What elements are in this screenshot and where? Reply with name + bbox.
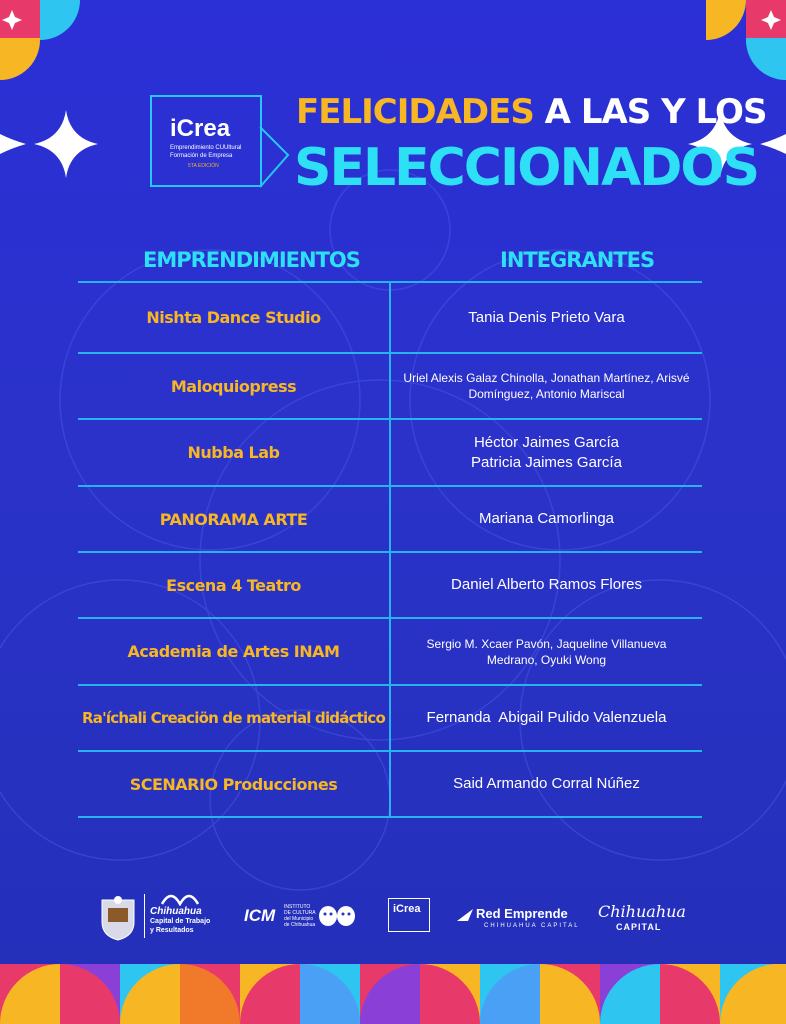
table-row-members: Héctor Jaimes García Patricia Jaimes García bbox=[471, 433, 622, 471]
red-emprende-sub-1: CHIHUAHUA bbox=[484, 923, 538, 929]
logo-line-2: Formación de Empresa bbox=[170, 153, 233, 159]
table-row-name: Maloquiopress bbox=[170, 376, 297, 396]
logo-name: iCrea bbox=[170, 115, 231, 142]
chihuahua-logo-text-1: Chihuahua bbox=[150, 906, 202, 917]
title-rest: A LAS Y LOS bbox=[533, 92, 767, 132]
table-row-members: Tania Denis Prieto Vara bbox=[468, 308, 625, 326]
table-row-name: Escena 4 Teatro bbox=[166, 575, 301, 595]
table-row-name: SCENARIO Producciones bbox=[129, 774, 338, 794]
chihuahua-shield-icon bbox=[98, 894, 138, 942]
sponsor-logos bbox=[90, 890, 700, 946]
bottom-decoration bbox=[0, 964, 786, 1024]
icm-logo-sub bbox=[284, 904, 316, 928]
icm-logo-text: ICM bbox=[244, 906, 276, 925]
icm-sub-1: INSTITUTO bbox=[284, 904, 311, 910]
sparkle-left-icon bbox=[0, 108, 100, 180]
icm-sub-3: del Municipio bbox=[284, 916, 314, 922]
red-emprende-sub-2: CAPITAL bbox=[541, 923, 580, 929]
table-row-name: Ra'íchali Creaciön de material didáctico bbox=[82, 709, 385, 727]
column-header-emprendimientos: EMPRENDIMIENTOS bbox=[143, 248, 360, 272]
table-row-members: Mariana Camorlinga bbox=[478, 510, 615, 527]
red-emprende-arrow-icon bbox=[456, 908, 474, 922]
icrea-small-text: iCrea bbox=[393, 903, 421, 915]
table-row-members: Uriel Alexis Galaz Chinolla, Jonathan Martínez, Arisvé Domínguez, Antonio Mariscal bbox=[403, 371, 690, 401]
icm-sub-4: de Chihuahua bbox=[284, 922, 316, 928]
logo-divider bbox=[144, 894, 145, 938]
table-row-name: PANORAMA ARTE bbox=[159, 509, 308, 529]
table-row-members: Said Armando Corral Núñez bbox=[453, 775, 640, 792]
title-highlight: FELICIDADES bbox=[296, 92, 534, 132]
chihuahua-wave-icon bbox=[160, 890, 204, 906]
table-row-name: Nubba Lab bbox=[187, 443, 280, 462]
corner-decoration-top-left bbox=[0, 0, 80, 80]
chihuahua-capital-script: Chihuahua bbox=[598, 902, 686, 921]
theater-masks-icon bbox=[316, 904, 362, 928]
table-row-name: Nishta Dance Studio bbox=[146, 308, 321, 327]
logo-bracket bbox=[258, 125, 292, 191]
red-emprende-sub bbox=[484, 923, 580, 929]
table-row-members: Daniel Alberto Ramos Flores bbox=[451, 576, 642, 593]
chihuahua-logo-text-2: Capital de Trabajo bbox=[150, 918, 211, 925]
table-row-members: Fernanda Abigail Pulido Valenzuela bbox=[426, 709, 667, 726]
icrea-small-logo bbox=[388, 898, 430, 932]
red-emprende-text: Red Emprende bbox=[476, 906, 568, 921]
icrea-logo bbox=[150, 95, 262, 187]
table-row-name: Academia de Artes INAM bbox=[127, 642, 340, 661]
logo-line-1: Emprendimiento CUUltural bbox=[170, 145, 242, 151]
title-line-2: SELECCIONADOS bbox=[294, 138, 759, 198]
icm-sub-2: DE CULTURA bbox=[284, 910, 316, 916]
title-line-1 bbox=[296, 92, 766, 132]
logo-line-3: 5TA EDICIÓN bbox=[188, 163, 219, 169]
chihuahua-logo-text-3: y Resultados bbox=[150, 927, 194, 934]
table-row-members: Sergio M. Xcaer Pavón, Jaqueline Villanueva Medrano, Oyuki Wong bbox=[426, 636, 667, 667]
column-header-integrantes: INTEGRANTES bbox=[500, 248, 655, 272]
chihuahua-capital-text: CAPITAL bbox=[616, 922, 662, 932]
corner-decoration-top-right bbox=[706, 0, 786, 80]
